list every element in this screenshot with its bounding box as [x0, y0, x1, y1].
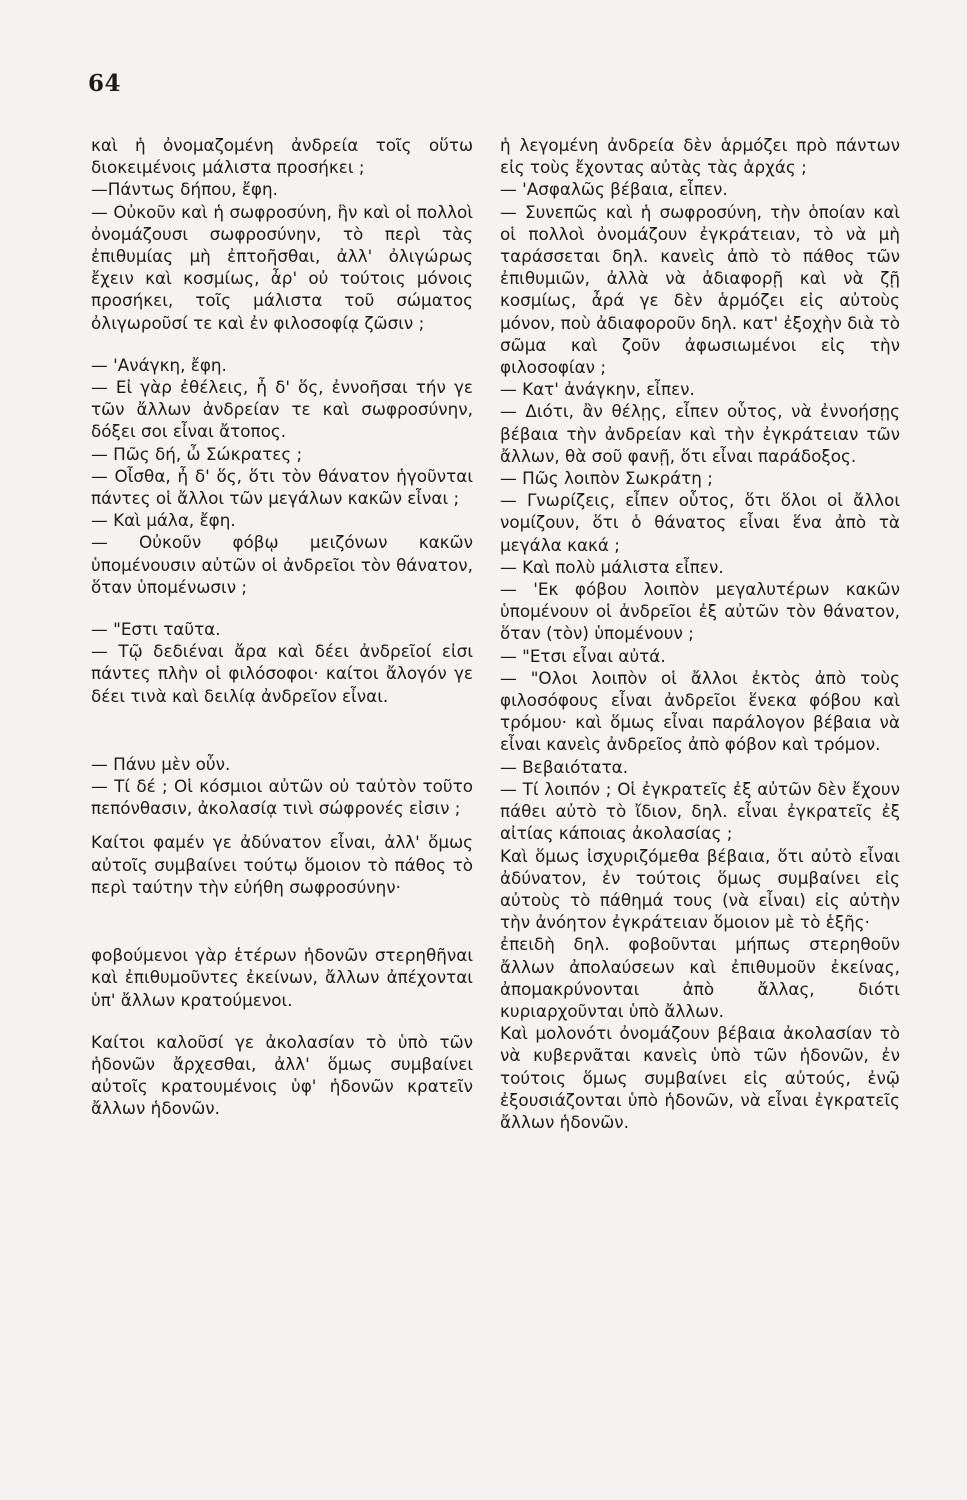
- right-paragraph: — Βεβαιότατα.: [500, 756, 629, 777]
- left-paragraph: — Καὶ μάλα, ἔφη.: [91, 510, 236, 531]
- left-paragraph: Καίτοι φαμέν γε ἀδύνατον εἶναι, ἀλλ' ὅμως αὐτοῖς συμβαίνει τούτῳ ὅμοιον τὸ πάθος τὸ περὶ ταύτην τὴν εὐήθη σωφροσύνην·: [91, 832, 473, 897]
- right-paragraph: — 'Ασφαλῶς βέβαια, εἶπεν.: [500, 179, 728, 200]
- left-paragraph: — "Εστι ταῦτα.: [91, 619, 221, 640]
- left-paragraph: — Οἶσθα, ἦ δ' ὅς, ὅτι τὸν θάνατον ἡγοῦνται πάντες οἱ ἄλλοι τῶν μεγάλων κακῶν εἶναι ;: [91, 465, 473, 509]
- right-paragraph: — Καὶ πολὺ μάλιστα εἶπεν.: [500, 556, 724, 577]
- left-paragraph: — 'Ανάγκη, ἔφη.: [91, 354, 227, 375]
- right-paragraph: — Συνεπῶς καὶ ἡ σωφροσύνη, τὴν ὁποίαν καὶ οἱ πολλοὶ ὀνομάζουν ἐγκράτειαν, τὸ νὰ μὴ ταράσσεται δηλ. κανεὶς ἀπὸ τὸ πάθος τῶν ἐπιθυμιῶν, ἀλλὰ νὰ ἀδιαφορῇ καὶ νὰ ζῇ κοσμίως, ἆρά γε δὲν ἁρμόζει εἰς αὐτοὺς μόνον, ποὺ ἀδιαφοροῦν δηλ. κατ' ἐξοχὴν διὰ τὸ σῶμα καὶ ζοῦν ἀφωσιωμένοι εἰς τὴν φιλοσοφίαν ;: [500, 201, 900, 378]
- left-column-ancient-greek: [91, 134, 473, 1120]
- left-paragraph: — Οὐκοῦν καὶ ἡ σωφροσύνη, ἣν καὶ οἱ πολλοὶ ὀνομάζουσι σωφροσύνην, τὸ περὶ τὰς ἐπιθυμίας μὴ ἐπτοῆσθαι, ἀλλ' ὀλιγώρως ἔχειν καὶ κοσμίως, ἆρ' οὐ τούτοις μόνοις προσήκει, τοῖς μάλιστα τοῦ σώματος ὀλιγωροῦσί τε καὶ ἐν φιλοσοφίᾳ ζῶσιν ;: [91, 201, 473, 333]
- left-paragraph: Καίτοι καλοῦσί γε ἀκολασίαν τὸ ὑπὸ τῶν ἡδονῶν ἄρχεσθαι, ἀλλ' ὅμως συμβαίνει αὐτοῖς κρατουμένοις ὑφ' ἡδονῶν κρατεῖν ἄλλων ἡδονῶν.: [91, 1031, 473, 1119]
- right-paragraph: ἐπειδὴ δηλ. φοβοῦνται μήπως στερηθοῦν ἄλλων ἀπολαύσεων καὶ ἐπιθυμοῦν ἐκείνας, ἀπομακρύνονται ἀπὸ ἄλλας, διότι κυριαρχοῦνται ὑπὸ ἄλλων.: [500, 934, 900, 1021]
- right-paragraph: — "Ολοι λοιπὸν οἱ ἄλλοι ἐκτὸς ἀπὸ τοὺς φιλοσόφους εἶναι ἀνδρεῖοι ἕνεκα φόβου καὶ τρόμου· καὶ ὅμως εἶναι παράλογον βέβαια νὰ εἶναι κανεὶς ἀνδρεῖος ἀπὸ φόβον καὶ τρόμον.: [500, 667, 900, 755]
- left-paragraph: καὶ ἡ ὀνομαζομένη ἀνδρεία τοῖς οὕτω διοκειμένοις μάλιστα προσήκει ;: [91, 135, 473, 178]
- right-paragraph: — Τί λοιπόν ; Οἱ ἐγκρατεῖς ἐξ αὐτῶν δὲν ἔχουν πάθει αὐτὸ τὸ ἴδιον, δηλ. εἶναι ἐγκρατεῖς ἐξ αἰτίας κάποιας ἀκολασίας ;: [500, 778, 900, 844]
- right-paragraph: — 'Εκ φόβου λοιπὸν μεγαλυτέρων κακῶν ὑπομένουν οἱ ἀνδρεῖοι ἐξ αὐτῶν τὸν θάνατον, ὅταν (τὸν) ὑπομένουν ;: [500, 579, 900, 644]
- left-paragraph: — Πῶς δή, ὦ Σώκρατες ;: [91, 443, 303, 464]
- right-paragraph: — Κατ' ἀνάγκην, εἶπεν.: [500, 379, 695, 400]
- left-paragraph: φοβούμενοι γὰρ ἑτέρων ἡδονῶν στερηθῆναι καὶ ἐπιθυμοῦντες ἐκείνων, ἄλλων ἀπέχονται ὑπ' ἄλλων κρατούμενοι.: [91, 945, 473, 1010]
- right-paragraph: ἡ λεγομένη ἀνδρεία δὲν ἁρμόζει πρὸ πάντων εἰς τοὺς ἔχοντας αὐτὰς τὰς ἀρχάς ;: [500, 135, 900, 178]
- right-column-modern-greek: [500, 134, 900, 1133]
- page-number: 64: [88, 70, 122, 97]
- right-paragraph: Καὶ ὅμως ἰσχυριζόμεθα βέβαια, ὅτι αὐτὸ εἶναι ἀδύνατον, ἐν τούτοις ὅμως συμβαίνει εἰς αὐτοὺς τὸ πάθημά τους (νὰ εἶναι) εἰς αὐτὴν τὴν ἀνόητον ἐγκράτειαν ὅμοιον μὲ τὸ ἑξῆς·: [500, 845, 900, 933]
- left-paragraph: — Τῷ δεδιέναι ἄρα καὶ δέει ἀνδρεῖοί εἰσι πάντες πλὴν οἱ φιλόσοφοι· καίτοι ἄλογόν γε δέει τινὰ καὶ δειλίᾳ ἀνδρεῖον εἶναι.: [91, 641, 473, 706]
- right-paragraph: — "Ετσι εἶναι αὐτά.: [500, 645, 666, 666]
- right-paragraph: — Πῶς λοιπὸν Σωκράτη ;: [500, 468, 713, 489]
- right-paragraph: Καὶ μολονότι ὀνομάζουν βέβαια ἀκολασίαν τὸ νὰ κυβερνᾶται κανεὶς ὑπὸ τῶν ἡδονῶν, ἐν τούτοις ὅμως συμβαίνει εἰς αὐτούς, ἐνῷ ἐξουσιάζονται ὑπὸ ἡδονῶν, νὰ εἶναι ἐγκρατεῖς ἄλλων ἡδονῶν.: [500, 1023, 900, 1132]
- right-paragraph: — Διότι, ἂν θέλῃς, εἶπεν οὗτος, νὰ ἐννοήσῃς βέβαια τὴν ἀνδρείαν καὶ τὴν ἐγκράτειαν τῶν ἄλλων, θὰ σοῦ φανῇ, ὅτι εἶναι παράδοξος.: [500, 401, 900, 466]
- left-paragraph: — Πάνυ μὲν οὖν.: [91, 753, 231, 774]
- left-paragraph: — Τί δέ ; Οἱ κόσμιοι αὐτῶν οὐ ταὐτὸν τοῦτο πεπόνθασιν, ἀκολασίᾳ τινὶ σώφρονές εἰσιν ;: [91, 776, 473, 819]
- left-paragraph: — Οὐκοῦν φόβῳ μειζόνων κακῶν ὑπομένουσιν αὐτῶν οἱ ἀνδρεῖοι τὸν θάνατον, ὅταν ὑπομένωσιν ;: [91, 532, 473, 597]
- right-paragraph: — Γνωρίζεις, εἶπεν οὗτος, ὅτι ὅλοι οἱ ἄλλοι νομίζουν, ὅτι ὁ θάνατος εἶναι ἕνα ἀπὸ τὰ μεγάλα κακά ;: [500, 490, 900, 555]
- left-paragraph: — Εἰ γὰρ ἐθέλεις, ἦ δ' ὅς, ἐννοῆσαι τήν γε τῶν ἄλλων ἀνδρείαν τε καὶ σωφροσύνην, δόξει σοι εἶναι ἄτοπος.: [91, 377, 473, 442]
- left-paragraph: —Πάντως δήπου, ἔφη.: [91, 179, 278, 200]
